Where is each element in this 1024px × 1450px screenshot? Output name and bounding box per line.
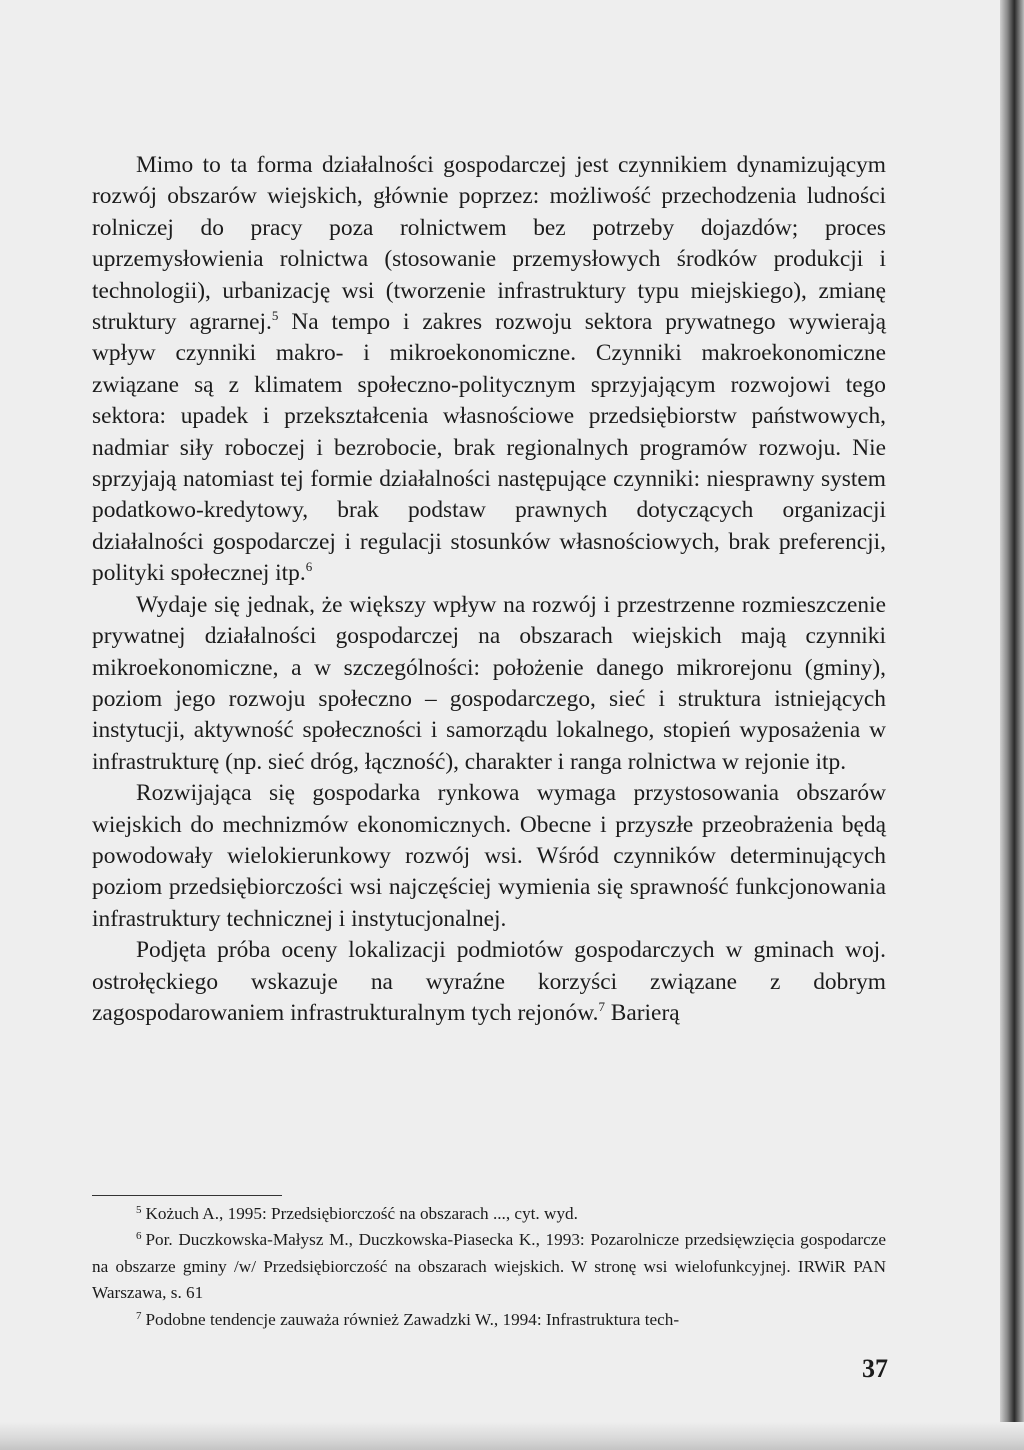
footnote-marker-5: 5 <box>136 1204 142 1216</box>
footnote-7 <box>92 1307 886 1333</box>
page-bottom-shadow <box>0 1422 1024 1450</box>
paragraph-4-part-2: Barierą <box>604 999 680 1026</box>
footnote-marker-7: 7 <box>136 1309 142 1322</box>
paragraph-4-part-1: Podjęta próba oceny lokalizacji podmiotów gospodarczych w gminach woj. ostrołęckiego wskazuje na wyraźne korzyści związane z dobrym zagospodarowaniem infrastrukturalnym tych rejonów. <box>92 937 886 1026</box>
footnote-5 <box>92 1201 886 1227</box>
footnote-text-6: Por. Duczkowska-Małysz M., Duczkowska-Piasecka K., 1993: Pozarolnicze przedsięwzięcia gospodarcze na obszarze gminy /w/ Przedsiębiorczość na obszarach wiejskich. W stronę wsi wielofunkcyjnej. IRWiR PAN Warszawa, s. 61 <box>92 1230 886 1303</box>
footnote-text-5: Kożuch A., 1995: Przedsiębiorczość na obszarach ..., cyt. wyd. <box>145 1204 578 1223</box>
paragraph-4 <box>92 935 886 1029</box>
paragraph-1-part-2: Na tempo i zakres rozwoju sektora prywatnego wywierają wpływ czynniki makro- i mikroekonomiczne. Czynniki makroekonomiczne związane są z klimatem społeczno-politycznym sprzyjającym rozwojowi tego sektora: upadek i przekształcenia własnościowe przedsiębiorstw państwowych, nadmiar siły roboczej i bezrobocie, brak regionalnych programów rozwoju. Nie sprzyjają natomiast tej formie działalności następujące czynniki: niesprawny system podatkowo-kredytowy, brak podstaw prawnych dotyczących organizacji działalności gospodarczej i regulacji stosunków własnościowych, brak preferencji, polityki społecznej itp. <box>92 309 886 587</box>
footnote-ref-7: 7 <box>598 998 605 1014</box>
footnote-ref-5: 5 <box>271 308 279 324</box>
paragraph-2: Wydaje się jednak, że większy wpływ na rozwój i przestrzenne rozmieszczenie prywatnej działalności gospodarczej na obszarach wiejskich mają czynniki mikroekonomiczne, a w szczególności: położenie danego mikrorejonu (gminy), poziom jego rozwoju społeczno – gospodarczego, sieć i struktura istniejących instytucji, aktywność społeczności i samorządu lokalnego, stopień wyposażenia w infrastrukturę (np. sieć dróg, łączność), charakter i ranga rolnictwa w rejonie itp. <box>92 591 886 775</box>
footnote-separator <box>92 1195 282 1196</box>
footnote-ref-6: 6 <box>305 559 313 575</box>
footnotes <box>92 1201 886 1333</box>
page-number: 37 <box>862 1354 888 1383</box>
paragraph-1-part-1: Mimo to ta forma działalności gospodarczej jest czynnikiem dynamizującym rozwój obszarów wiejskich, głównie poprzez: możliwość przechodzenia ludności rolniczej do pracy poza rolnictwem bez potrzeby dojazdów; proces uprzemysłowienia rolnictwa (stosowanie przemysłowych środków produkcji i technologii), urbanizację wsi (tworzenie infrastruktury typu miejskiego), zmianę struktury agrarnej. <box>92 152 886 336</box>
footnote-text-7: Podobne tendencje zauważa również Zawadzki W., 1994: Infrastruktura tech- <box>145 1309 680 1329</box>
paragraph-1 <box>92 150 886 590</box>
footnote-6 <box>92 1227 886 1306</box>
paragraph-3: Rozwijająca się gospodarka rynkowa wymaga przystosowania obszarów wiejskich do mechnizmów ekonomicznych. Obecne i przyszłe przeobrażenia będą powodowały wielokierunkowy rozwój wsi. Wśród czynników determinujących poziom przedsiębiorczości wsi najczęściej wymienia się sprawność funkcjonowania infrastruktury technicznej i instytucjonalnej. <box>92 780 886 932</box>
page-edge-shadow <box>1000 0 1024 1450</box>
footnote-marker-6: 6 <box>136 1230 142 1243</box>
main-text <box>92 150 886 1029</box>
